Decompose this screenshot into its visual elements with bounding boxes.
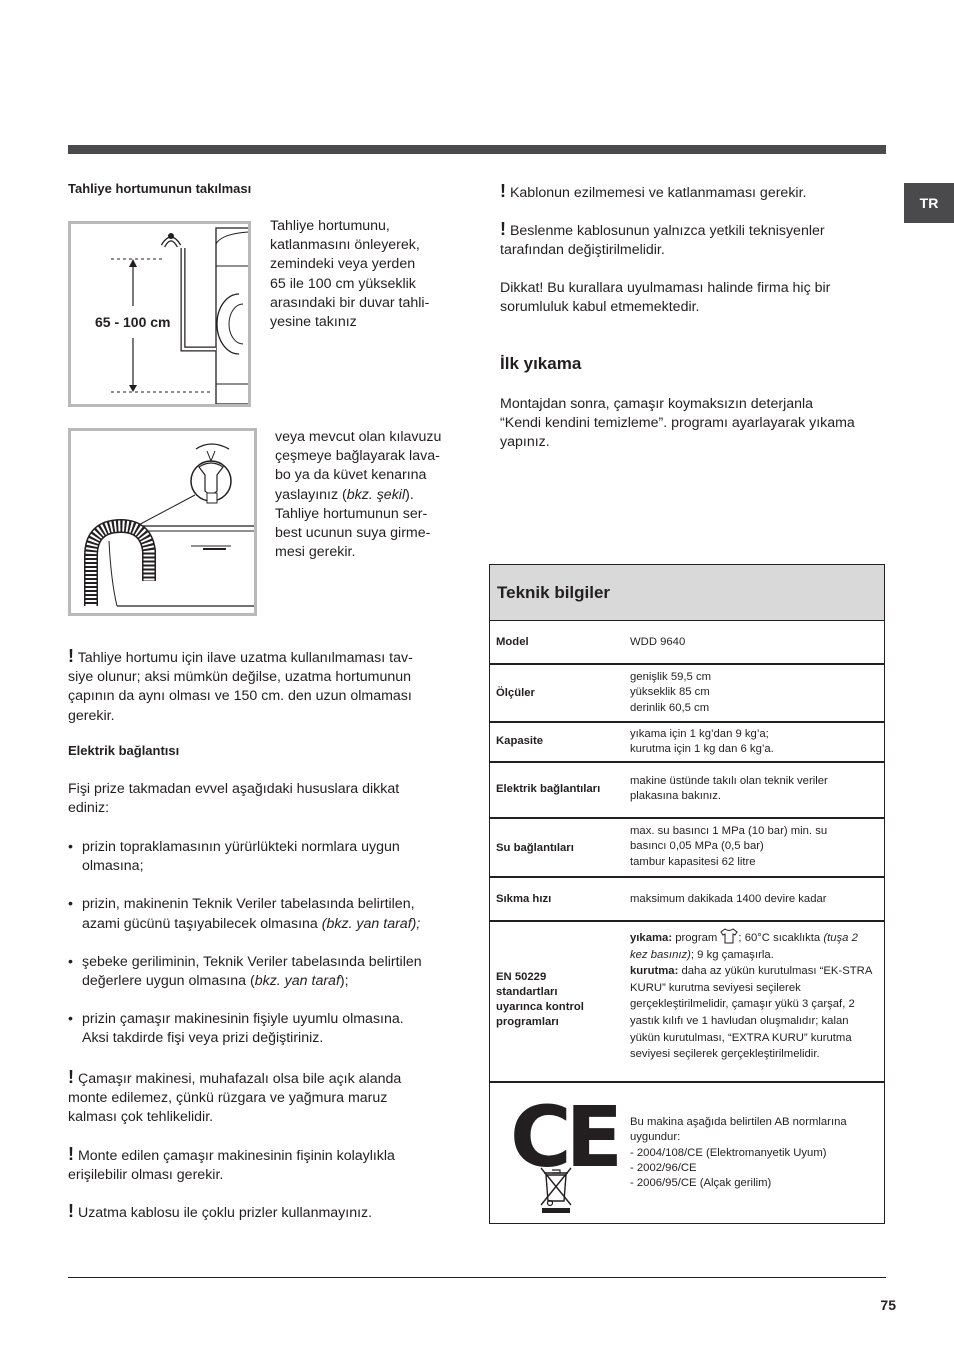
- table-row: Kapasite yıkama için 1 kg’dan 9 kg’a; kurutma için 1 kg dan 6 kg’a.: [490, 723, 884, 763]
- table-row: CE Bu makina aşağıda belirtilen AB normlarına uygundur: - 2004/108/CE (Elektromanyetik Uyum) - 2002/96/CE - 2006/95/CE (Alçak gerilim): [490, 1083, 884, 1223]
- electrical-heading: Elektrik bağlantısı: [68, 743, 180, 758]
- sink-drain-text: veya mevcut olan kılavuzu çeşmeye bağlayarak lava- bo ya da küvet kenarına yaslayınız (bkz. şekil). Tahliye hortumunun ser- best ucunun suya girme- mesi gerekir.: [275, 429, 442, 561]
- outdoor-warning: ! Çamaşır makinesi, muhafazalı olsa bile açık alanda monte edilemez, çünkü rüzgara ve yağmura maruz kalması çok tehlikelidir.: [68, 1067, 402, 1126]
- height-label: 65 - 100 cm: [95, 314, 171, 330]
- plug-access-warning: ! Monte edilen çamaşır makinesinin fişinin kolaylıkla erişilebilir olması gerekir.: [68, 1144, 395, 1184]
- drain-hose-heading: Tahliye hortumunun takılması: [68, 181, 252, 196]
- list-item: • prizin topraklamasının yürürlükteki normlara uygun olmasına;: [68, 838, 458, 876]
- table-row: Ölçüler genişlik 59,5 cm yükseklik 85 cm derinlik 60,5 cm: [490, 665, 884, 723]
- table-row: Su bağlantıları max. su basıncı 1 MPa (10 bar) min. su basıncı 0,05 MPa (0,5 bar) tambur kapasitesi 62 litre: [490, 819, 884, 878]
- extension-cable-warning: ! Uzatma kablosu ile çoklu prizler kullanmayınız.: [68, 1201, 373, 1221]
- sink-drain-figure: [68, 428, 257, 616]
- wall-drain-figure: [68, 221, 251, 407]
- first-wash-heading: İlk yıkama: [500, 354, 582, 373]
- warning-icon: !: [68, 1201, 74, 1221]
- ce-mark-logo: CE: [510, 1088, 618, 1186]
- warning-icon: !: [68, 1144, 74, 1164]
- header-bar: [68, 145, 886, 154]
- electrical-intro: Fişi prize takmadan evvel aşağıdaki hususlara dikkat ediniz:: [68, 781, 400, 817]
- shirt-icon: [720, 928, 738, 944]
- cable-crush-warning: ! Kablonun ezilmemesi ve katlanmaması gerekir.: [500, 181, 807, 201]
- sink-drain-illustration: [71, 431, 254, 613]
- weee-bin-icon: [538, 1165, 574, 1213]
- table-header: [490, 565, 884, 621]
- technical-data-table: [489, 564, 885, 1224]
- warning-icon: !: [500, 219, 506, 239]
- list-item: • prizin çamaşır makinesinin fişiyle uyumlu olmasına. Aksi takdirde fişi veya prizi değiştiriniz.: [68, 1010, 458, 1048]
- list-item: • şebeke geriliminin, Teknik Veriler tabelasında belirtilen değerlere uygun olmasına (bkz. yan taraf);: [68, 953, 458, 991]
- page-number: 75: [880, 1297, 896, 1313]
- footer-rule: [68, 1277, 886, 1278]
- language-tab: TR: [904, 183, 954, 223]
- extension-hose-warning: ! Tahliye hortumu için ilave uzatma kullanılmaması tav- siye olunur; aksi mümkün değilse, uzatma hortumunun çapının da aynı olması ve 150 cm. den uzun olmaması gerekir.: [68, 646, 413, 724]
- table-row: Sıkma hızı maksimum dakikada 1400 devire kadar: [490, 878, 884, 922]
- list-item: • prizin, makinenin Teknik Veriler tabelasında belirtilen, azami gücünü taşıyabilecek olmasına (bkz. yan taraf);: [68, 895, 458, 933]
- cable-replace-warning: ! Beslenme kablosunun yalnızca yetkili teknisyenler tarafından değiştirilmelidir.: [500, 219, 825, 259]
- warning-icon: !: [68, 646, 74, 666]
- table-row: Elektrik bağlantıları makine üstünde takılı olan teknik veriler plakasına bakınız.: [490, 763, 884, 819]
- table-title: Teknik bilgiler: [497, 583, 611, 602]
- electrical-checklist: [68, 838, 458, 1068]
- warning-icon: !: [500, 181, 506, 201]
- liability-notice: Dikkat! Bu kurallara uyulmaması halinde firma hiç bir sorumluluk kabul etmemektedir.: [500, 280, 831, 316]
- wall-drain-text: Tahliye hortumunu, katlanmasını önleyerek, zemindeki veya yerden 65 ile 100 cm yükseklik arasındaki bir duvar tahli- yesine takınız: [270, 218, 430, 331]
- table-row: EN 50229 standartları uyarınca kontrol programları yıkama: program ; 60°C sıcaklıkta (tuşa 2 kez basınız); 9 kg çamaşırla. kurutma: daha az yükün kurutulması “EK-STRA KURU” kurutma seviyesi seçilerek gerçekleştirilmelidir, çamaşır yükü 3 çarşaf, 2 yastık kılıfı ve 1 havludan oluşmalıdır; kalan yükün kurutulması, “EXTRA KURU” kurutma seviyesi seçilerek gerçekleştirilmelidir.: [490, 922, 884, 1083]
- first-wash-text: Montajdan sonra, çamaşır koymaksızın deterjanla “Kendi kendini temizleme”. programı ayarlayarak yıkama yapınız.: [500, 396, 855, 451]
- warning-icon: !: [68, 1067, 74, 1087]
- table-row: Model WDD 9640: [490, 621, 884, 665]
